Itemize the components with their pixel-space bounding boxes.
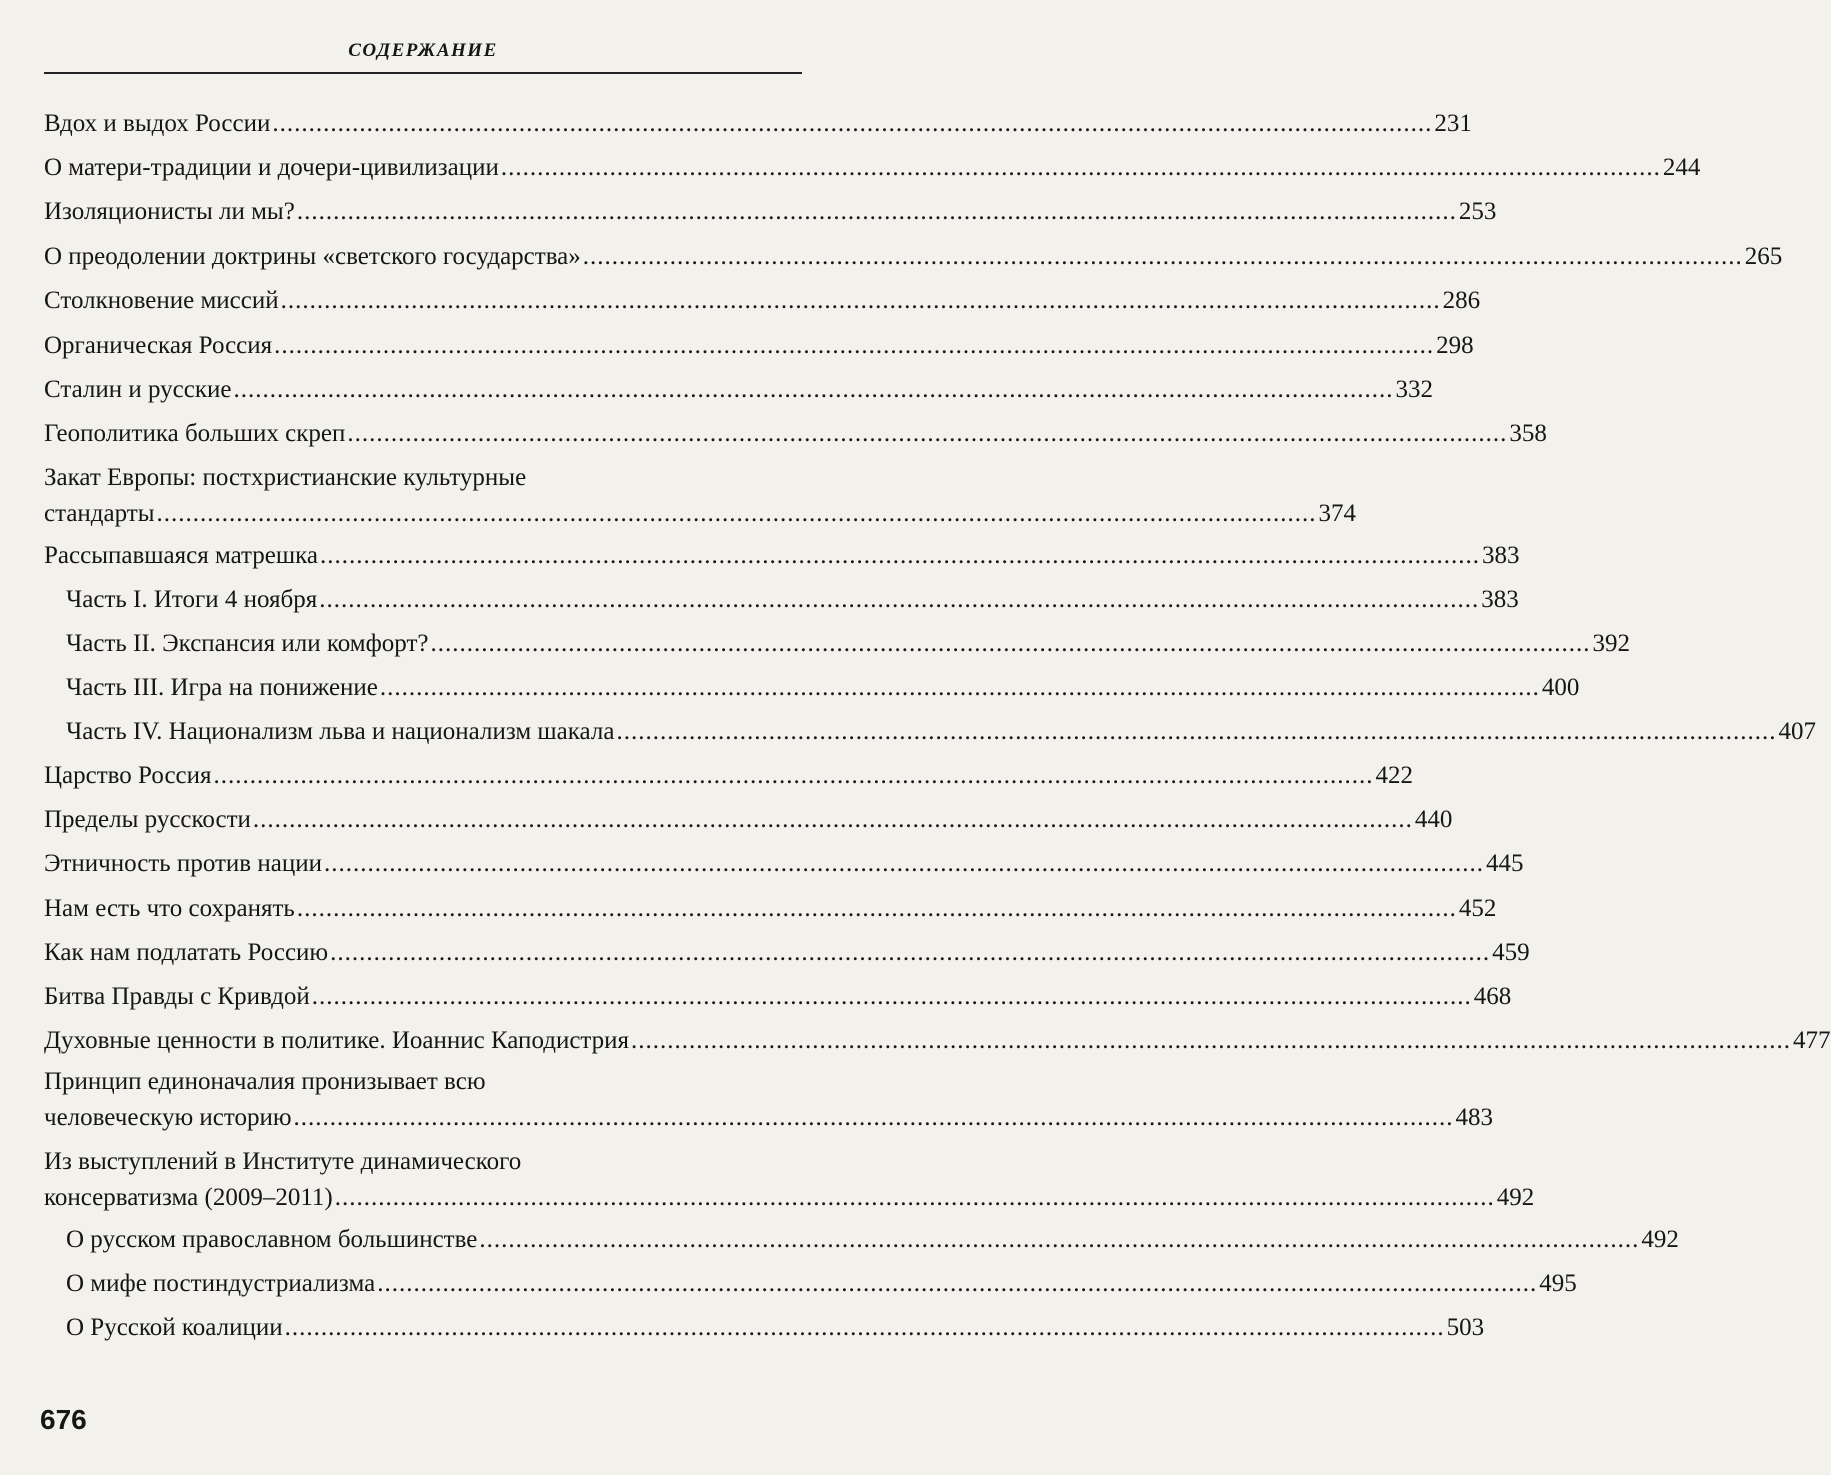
entry-title: Царство Россия [44,762,212,789]
entry-title: О русском православном большинстве [66,1226,478,1253]
entry-title: Столкновение миссий [44,287,279,314]
entry-title-line1: Принцип единоначалия пронизывает всю [44,1068,486,1095]
entry-title: О мифе постиндустриализма [66,1270,376,1297]
entry-page: 358 [1509,420,1547,447]
dot-leader: ................................................................................................................................................................ [616,718,1777,745]
toc-entry [44,979,1512,1015]
dot-leader: ................................................................................................................................................................ [156,500,1317,527]
toc-entry [44,239,1783,275]
entry-page: 477 [1793,1027,1831,1054]
toc-entry [44,328,1474,364]
toc-subentry [66,582,1519,618]
dot-leader: ................................................................................................................................................................ [379,674,1540,701]
entry-title: Нам есть что сохранять [44,895,295,922]
entry-page: 253 [1458,198,1497,225]
entry-page: 445 [1485,850,1524,877]
toc-subentry [66,714,1816,750]
running-header: СОДЕРЖАНИЕ [348,40,498,61]
entry-title: Пределы русскости [44,806,251,833]
toc-entry [44,538,1520,574]
toc-entry [44,1144,1535,1216]
entry-title: Вдох и выдох России [44,110,271,137]
toc-entry [44,106,1472,142]
dot-leader: ................................................................................................................................................................ [296,895,1457,922]
entry-title: Изоляционисты ли мы? [44,198,295,225]
dot-leader: ................................................................................................................................................................ [334,1184,1495,1211]
dot-leader: ................................................................................................................................................................ [582,243,1743,270]
dot-leader: ................................................................................................................................................................ [296,198,1457,225]
entry-title: О Русской коалиции [66,1314,283,1341]
entry-title: стандарты [44,500,155,527]
entry-page: 452 [1458,895,1497,922]
dot-leader: ................................................................................................................................................................ [252,806,1413,833]
page-number: 676 [40,1404,87,1435]
dot-leader: ................................................................................................................................................................ [320,542,1480,569]
entry-title: Этничность против нации [44,850,322,877]
toc-entry [44,283,1481,319]
entry-page: 492 [1641,1226,1679,1253]
entry-title: Битва Правды с Кривдой [44,983,310,1010]
dot-leader: ................................................................................................................................................................ [280,287,1441,314]
entry-page: 503 [1446,1314,1485,1341]
entry-page: 383 [1481,586,1519,613]
entry-title: Сталин и русские [44,376,232,403]
entry-title: консерватизма (2009–2011) [44,1184,333,1211]
entry-page: 383 [1482,542,1520,569]
entry-page: 492 [1496,1184,1535,1211]
entry-page: 332 [1395,376,1433,403]
entry-title: Геополитика больших скреп [44,420,346,447]
dot-leader: ................................................................................................................................................................ [323,850,1484,877]
entry-page: 495 [1539,1270,1577,1297]
entry-page: 231 [1434,110,1472,137]
dot-leader: ................................................................................................................................................................ [213,762,1374,789]
entry-title: Органическая Россия [44,332,273,359]
entry-title: Часть I. Итоги 4 ноября [66,586,318,613]
dot-leader: ................................................................................................................................................................ [319,586,1480,613]
toc-subentry [66,626,1630,662]
dot-leader: ................................................................................................................................................................ [274,332,1435,359]
entry-page: 374 [1318,500,1357,527]
dot-leader: ................................................................................................................................................................ [293,1104,1454,1131]
entry-page: 298 [1436,332,1474,359]
header-rule [44,72,802,74]
entry-title: Духовные ценности в политике. Иоаннис Каподистрия [44,1027,630,1054]
entry-title: Часть II. Экспансия или комфорт? [66,630,429,657]
toc-subentry [66,1266,1577,1302]
dot-leader: ................................................................................................................................................................ [479,1226,1640,1253]
dot-leader: ................................................................................................................................................................ [347,420,1508,447]
toc-entry [44,416,1547,452]
entry-page: 483 [1455,1104,1494,1131]
dot-leader: ................................................................................................................................................................ [272,110,1433,137]
toc-entry [44,1064,1494,1136]
toc-entry [44,194,1497,230]
toc-entry [44,372,1433,408]
entry-title: О матери-традиции и дочери-цивилизации [44,154,499,181]
dot-leader: ................................................................................................................................................................ [284,1314,1445,1341]
toc-entry [44,1023,1831,1059]
entry-title: Часть IV. Национализм льва и национализм шакала [66,718,615,745]
entry-page: 400 [1541,674,1580,701]
entry-page: 468 [1473,983,1512,1010]
entry-page: 440 [1414,806,1453,833]
dot-leader: ................................................................................................................................................................ [377,1270,1538,1297]
entry-title: Как нам подлатать Россию [44,939,329,966]
toc-entry [44,891,1497,927]
toc-entry [44,150,1701,186]
dot-leader: ................................................................................................................................................................ [430,630,1591,657]
dot-leader: ................................................................................................................................................................ [311,983,1472,1010]
dot-leader: ................................................................................................................................................................ [233,376,1394,403]
entry-title-line1: Закат Европы: постхристианские культурные [44,464,527,491]
dot-leader: ................................................................................................................................................................ [330,939,1491,966]
toc-entry [44,846,1524,882]
entry-page: 244 [1662,154,1701,181]
toc-entry [44,935,1530,971]
toc-subentry [66,1222,1679,1258]
entry-title-line1: Из выступлений в Институте динамического [44,1148,522,1175]
toc-entry [44,460,1357,532]
entry-page: 407 [1778,718,1816,745]
toc-subentry [66,1310,1485,1346]
entry-title: О преодолении доктрины «светского государства» [44,243,581,270]
entry-title: человеческую историю [44,1104,292,1131]
entry-page: 286 [1442,287,1481,314]
dot-leader: ................................................................................................................................................................ [631,1027,1792,1054]
dot-leader: ................................................................................................................................................................ [500,154,1661,181]
toc-entry [44,758,1414,794]
entry-title: Часть III. Игра на понижение [66,674,378,701]
entry-page: 392 [1592,630,1630,657]
toc-subentry [66,670,1580,706]
entry-title: Рассыпавшаяся матрешка [44,542,318,569]
entry-page: 459 [1492,939,1530,966]
entry-page: 265 [1744,243,1783,270]
entry-page: 422 [1375,762,1414,789]
toc-entry [44,802,1453,838]
